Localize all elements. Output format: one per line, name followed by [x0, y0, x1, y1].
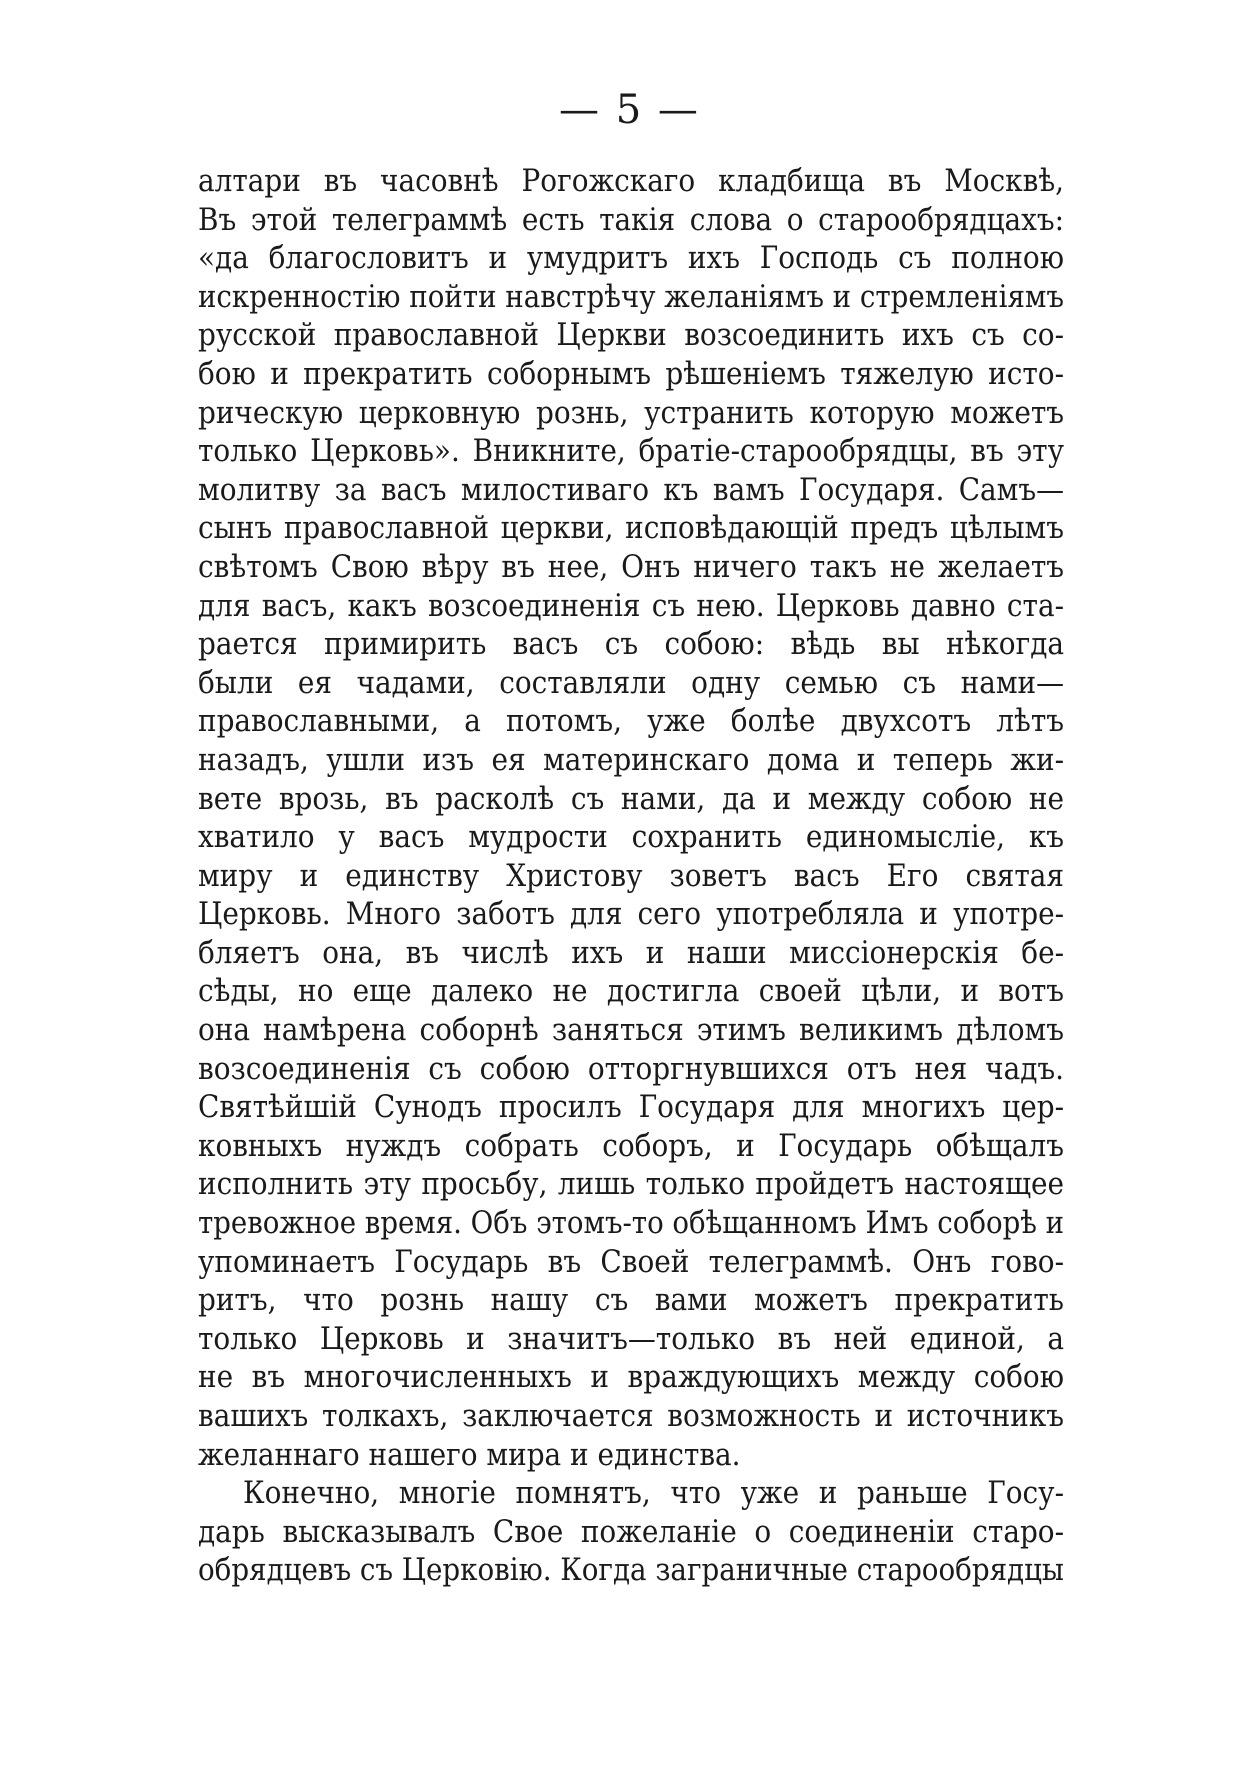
- text-line: православными, а потомъ, уже болѣе двухсотъ лѣтъ: [198, 703, 1064, 740]
- text-line: свѣтомъ Свою вѣру въ нее, Онъ ничего такъ не желаетъ: [198, 548, 1064, 585]
- text-line: не въ многочисленныхъ и враждующихъ между собою: [198, 1359, 1064, 1396]
- text-line: ритъ, что рознь нашу съ вами можетъ прекратить: [198, 1282, 1064, 1319]
- text-line: русской православной Церкви возсоединить ихъ съ со-: [198, 317, 1064, 354]
- text-line: для васъ, какъ возсоединенія съ нею. Церковь давно ста-: [198, 587, 1064, 624]
- text-line: вашихъ толкахъ, заключается возможность и источникъ: [198, 1398, 1064, 1434]
- text-line: Святѣйшій Сунодъ просилъ Государя для многихъ цер-: [198, 1089, 1064, 1126]
- text-line: искренностію пойти навстрѣчу желаніямъ и стремленіямъ: [198, 278, 1064, 315]
- text-line: рается примирить васъ съ собою: вѣдь вы нѣкогда: [198, 626, 1064, 663]
- text-line: хватило у васъ мудрости сохранить единомысліе, къ: [198, 819, 1064, 856]
- text-line: алтари въ часовнѣ Рогожскаго кладбища въ Москвѣ,: [198, 163, 1064, 199]
- page-number: — 5 —: [559, 87, 700, 133]
- text-line: бою и прекратить соборнымъ рѣшеніемъ тяжелую исто-: [198, 355, 1064, 392]
- text-line: миру и единству Христову зоветъ васъ Его святая: [198, 857, 1064, 894]
- text-line: «да благословитъ и умудритъ ихъ Господь съ полною: [198, 240, 1064, 277]
- text-line: только Церковь и значитъ—только въ ней единой, а: [198, 1320, 1064, 1357]
- text-line: упоминаетъ Государь въ Своей телеграммѣ. Онъ гово-: [198, 1243, 1064, 1280]
- text-line: сѣды, но еще далеко не достигла своей цѣли, и вотъ: [198, 973, 1064, 1010]
- text-line: дарь высказывалъ Свое пожеланіе о соединеніи старо-: [198, 1513, 1064, 1550]
- paragraph-end-line: желаннаго нашего мира и единства.: [198, 1436, 741, 1473]
- text-line: рическую церковную рознь, устранить которую можетъ: [198, 394, 1064, 431]
- text-line: обрядцевъ съ Церковію. Когда заграничные старообрядцы: [198, 1552, 1064, 1589]
- text-line: были ея чадами, составляли одну семью съ нами—: [198, 664, 1064, 701]
- text-line: исполнить эту просьбу, лишь только пройдетъ настоящее: [198, 1166, 1064, 1203]
- text-line: назадъ, ушли изъ ея материнскаго дома и теперь жи-: [198, 741, 1064, 778]
- text-line: Церковь. Много заботъ для сего употребляла и употре-: [198, 896, 1064, 933]
- text-line: она намѣрена соборнѣ заняться этимъ великимъ дѣломъ: [198, 1012, 1064, 1049]
- text-line: возсоединенія съ собою отторгнувшихся отъ нея чадъ.: [198, 1050, 1064, 1087]
- text-line: ковныхъ нуждъ собрать соборъ, и Государь обѣщалъ: [198, 1127, 1064, 1164]
- text-line: молитву за васъ милостиваго къ вамъ Государя. Самъ—: [198, 471, 1064, 508]
- text-line: вете врозь, въ расколѣ съ нами, да и между собою не: [198, 780, 1064, 817]
- paragraph-start-line: Конечно, многіе помнятъ, что уже и раньше Госу-: [243, 1475, 1064, 1512]
- text-line: только Церковь». Вникните, братіе-старообрядцы, въ эту: [198, 433, 1064, 470]
- text-line: сынъ православной церкви, исповѣдающій предъ цѣлымъ: [198, 510, 1064, 547]
- body-text: [198, 162, 1064, 1590]
- text-line: бляетъ она, въ числѣ ихъ и наши миссіонерскія бе-: [198, 934, 1064, 971]
- text-line: Въ этой телеграммѣ есть такія слова о старообрядцахъ:: [198, 201, 1064, 238]
- text-line: тревожное время. Объ этомъ-то обѣщанномъ Имъ соборѣ и: [198, 1205, 1064, 1242]
